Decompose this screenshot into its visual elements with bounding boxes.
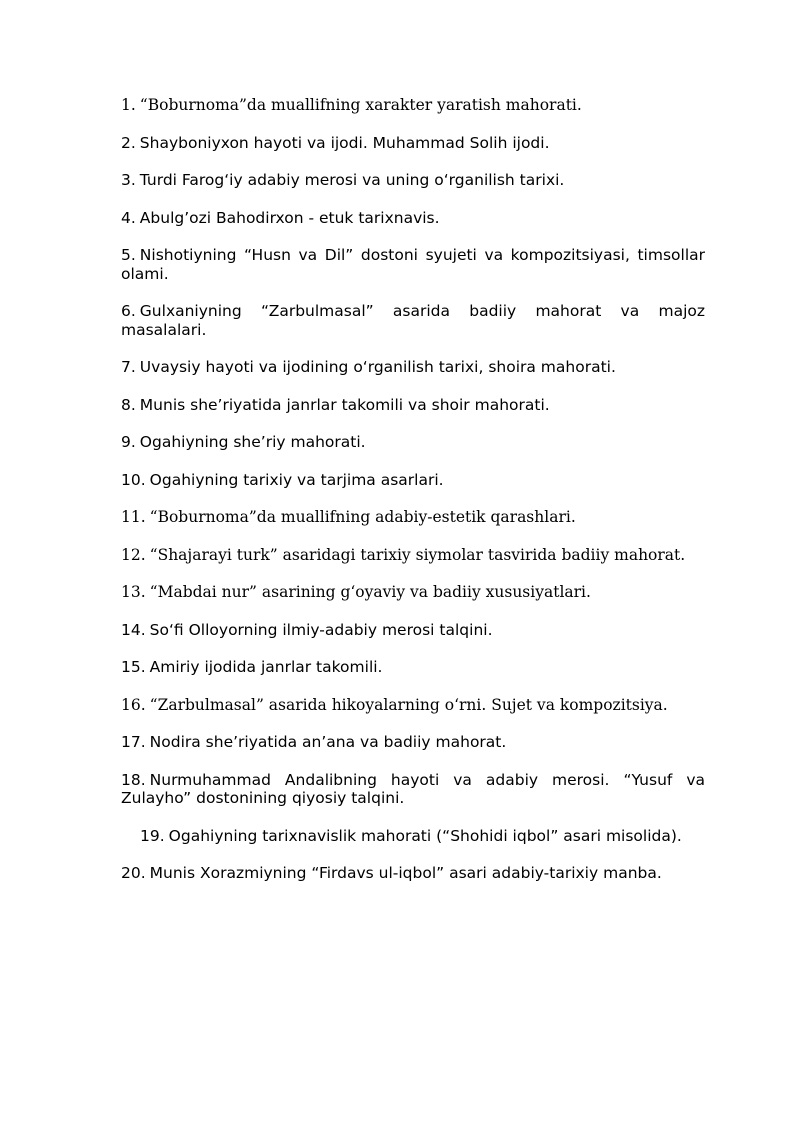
topic-item (121, 171, 705, 190)
topic-text: Munis she’riyatida janrlar takomili va shoir mahorati. (139, 395, 550, 414)
topic-list (121, 96, 705, 902)
topic-text: Uvaysiy hayoti va ijodining o‘rganilish tarixi, shoira mahorati. (139, 358, 616, 376)
topic-text: “Mabdai nur” asarining g‘oyaviy va badiiy xususiyatlari. (149, 583, 591, 601)
topic-number: 4. (121, 208, 136, 227)
topic-number: 10. (121, 470, 146, 489)
topic-number: 3. (121, 171, 136, 189)
topic-number: 17. (121, 733, 146, 751)
topic-item (121, 396, 705, 415)
topic-text: Nurmuhammad Andalibning hayoti va adabiy merosi. “Yusuf va Zulayho” dostonining qiyosiy talqini. (121, 770, 705, 807)
topic-item (121, 302, 705, 339)
topic-number: 2. (121, 133, 136, 152)
topic-number: 14. (121, 620, 146, 639)
topic-item (121, 696, 705, 715)
topic-text: Turdi Farog‘iy adabiy merosi va uning o‘rganilish tarixi. (139, 171, 565, 189)
topic-item (121, 733, 705, 752)
topic-number: 1. (121, 96, 136, 114)
topic-item (121, 583, 705, 602)
topic-number: 16. (121, 695, 146, 714)
topic-item (121, 771, 705, 808)
topic-text: So‘fi Olloyorning ilmiy-adabiy merosi talqini. (149, 620, 493, 639)
topic-number: 12. (121, 545, 146, 564)
topic-item (121, 658, 705, 677)
topic-item (121, 508, 705, 527)
topic-number: 13. (121, 583, 146, 601)
topic-number: 9. (121, 433, 136, 451)
topic-number: 7. (121, 358, 136, 376)
topic-text: Shayboniyxon hayoti va ijodi. Muhammad Solih ijodi. (139, 133, 550, 152)
topic-item (121, 864, 705, 883)
topic-text: “Shajarayi turk” asaridagi tarixiy siymolar tasvirida badiiy mahorat. (149, 545, 686, 564)
topic-item (121, 621, 705, 640)
topic-text: Gulxaniyning “Zarbulmasal” asarida badiiy mahorat va majoz masalalari. (121, 302, 705, 339)
topic-text: “Boburnoma”da muallifning xarakter yaratish mahorati. (139, 96, 582, 114)
topic-text: Amiriy ijodida janrlar takomili. (149, 658, 383, 676)
topic-number: 5. (121, 246, 136, 264)
topic-item (121, 827, 705, 846)
topic-text: Abulg’ozi Bahodirxon - etuk tarixnavis. (139, 208, 440, 227)
topic-item (121, 546, 705, 565)
topic-item (121, 358, 705, 377)
topic-text: Ogahiyning tarixiy va tarjima asarlari. (149, 470, 444, 489)
topic-text: Nishotiyning “Husn va Dil” dostoni syujeti va kompozitsiyasi, timsollar olami. (121, 246, 705, 283)
topic-text: Ogahiyning tarixnavislik mahorati (“Shohidi iqbol” asari misolida). (168, 826, 682, 845)
topic-item (121, 246, 705, 283)
topic-item (121, 471, 705, 490)
topic-item (121, 433, 705, 452)
topic-number: 6. (121, 302, 136, 320)
topic-text: “Boburnoma”da muallifning adabiy-estetik qarashlari. (149, 508, 576, 526)
topic-number: 8. (121, 395, 136, 414)
topic-number: 15. (121, 658, 146, 676)
topic-item (121, 134, 705, 153)
topic-text: Ogahiyning she’riy mahorati. (139, 433, 366, 451)
topic-text: “Zarbulmasal” asarida hikoyalarning o‘rni. Sujet va kompozitsiya. (149, 695, 668, 714)
topic-number: 20. (121, 864, 146, 882)
topic-number: 19. (140, 826, 165, 845)
topic-text: Nodira she’riyatida an’ana va badiiy mahorat. (149, 733, 507, 751)
topic-number: 18. (121, 770, 146, 789)
topic-item (121, 96, 705, 115)
topic-number: 11. (121, 508, 146, 526)
topic-item (121, 209, 705, 228)
topic-text: Munis Xorazmiyning “Firdavs ul-iqbol” asari adabiy-tarixiy manba. (149, 864, 662, 882)
